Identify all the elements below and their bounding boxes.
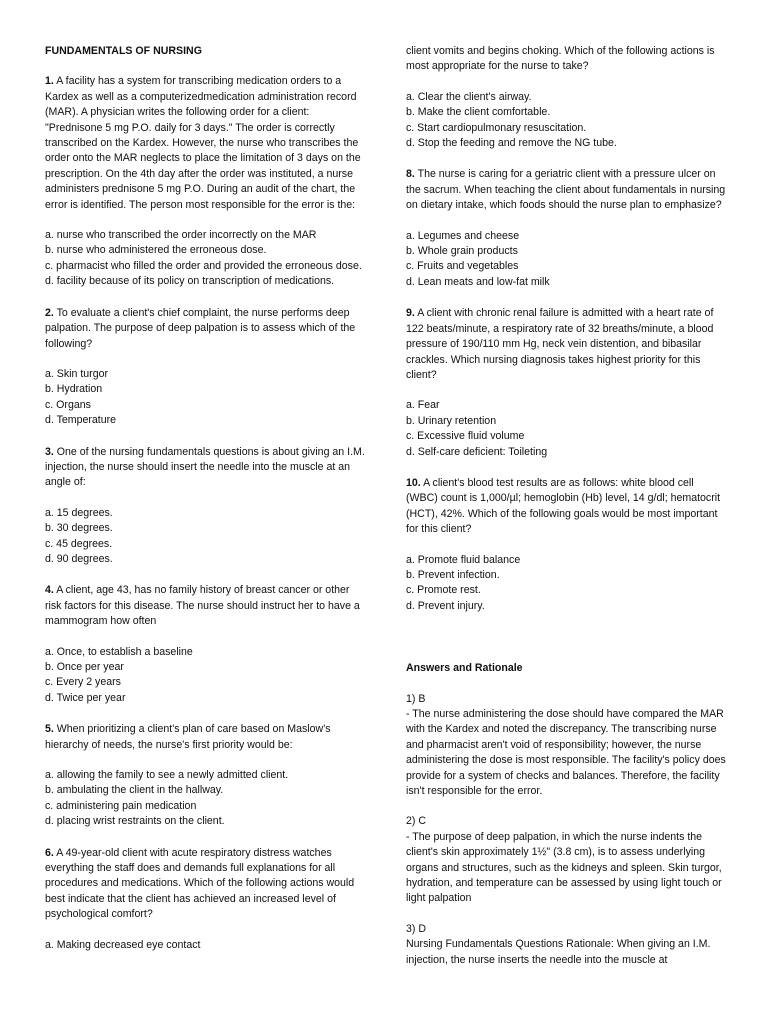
- question-text: [406, 306, 728, 383]
- option-a: a. Promote fluid balance: [406, 553, 521, 566]
- answers-heading: Answers and Rationale: [406, 662, 523, 675]
- question-8: [406, 167, 728, 290]
- answer-2: [406, 814, 728, 906]
- left-column: [45, 44, 365, 969]
- question-body: A client, age 43, has no family history of breast cancer or other risk factors for this disease. The nurse should instruct her to have a mammogram how often: [45, 584, 360, 628]
- answer-3: [406, 922, 728, 968]
- question-text: [45, 306, 365, 352]
- question-text: [406, 476, 728, 538]
- option-c: c. 45 degrees.: [45, 537, 113, 550]
- option-b: b. Make the client comfortable.: [406, 106, 551, 119]
- question-3: [45, 445, 365, 568]
- question-5: [45, 722, 365, 829]
- option-a: a. Fear: [406, 399, 440, 412]
- answer-options: [45, 645, 365, 707]
- option-d: d. 90 degrees.: [45, 552, 113, 565]
- answer-options: [45, 228, 365, 290]
- question-9: [406, 306, 728, 460]
- answer-options: [45, 938, 365, 953]
- option-a: a. 15 degrees.: [45, 506, 113, 519]
- option-c: c. Fruits and vegetables: [406, 260, 519, 273]
- option-b: b. 30 degrees.: [45, 522, 113, 535]
- question-1: [45, 74, 365, 289]
- option-c: c. Start cardiopulmonary resuscitation.: [406, 121, 587, 134]
- option-b: b. Whole grain products: [406, 245, 518, 258]
- option-b: b. Hydration: [45, 383, 103, 396]
- answer-options: [406, 398, 728, 460]
- option-c: c. administering pain medication: [45, 799, 197, 812]
- question-body: The nurse is caring for a geriatric client with a pressure ulcer on the sacrum. When teaching the client about fundamentals in nursing on dietary intake, which foods should the nurse plan to emphasize?: [406, 168, 726, 212]
- question-text: [45, 74, 365, 213]
- question-text: [45, 445, 365, 491]
- question-text: [45, 583, 365, 629]
- question-6: [45, 846, 365, 953]
- option-a: a. Skin turgor: [45, 367, 109, 380]
- option-c: c. Organs: [45, 398, 91, 411]
- option-a: a. Legumes and cheese: [406, 229, 520, 242]
- option-d: d. Temperature: [45, 414, 117, 427]
- option-a: a. Once, to establish a baseline: [45, 645, 193, 658]
- option-d: d. Twice per year: [45, 691, 126, 704]
- question-2: [45, 306, 365, 429]
- question-number: 3.: [45, 445, 54, 458]
- option-a: a. allowing the family to see a newly admitted client.: [45, 769, 289, 782]
- option-d: d. placing wrist restraints on the client.: [45, 815, 225, 828]
- question-number: 2.: [45, 306, 54, 319]
- question-body: A facility has a system for transcribing medication orders to a Kardex as well as a computerizedmedication administration record (MAR). A physician writes the following order for a client: "Prednisone 5 mg P.O. daily for 3 days." The order is correctly transcribed on the Kardex. However, the nurse who transcribes the order onto the MAR neglects to place the limitation of 3 days on the prescription. On the 4th day after the order was instituted, a nurse administers prednisone 5 mg P.O. During an audit of the chart, the error is identified. The person most responsible for the error is the:: [45, 75, 361, 211]
- option-c: c. Promote rest.: [406, 584, 481, 597]
- right-column: [406, 44, 728, 983]
- answer-rationale: - The purpose of deep palpation, in which the nurse indents the client's skin approximately 1½" (3.8 cm), is to assess underlying organs and structures, such as the kidneys and spleen. Skin turgor, hydration, and temperature can be assessed by using light touch or light palpation: [406, 830, 722, 905]
- option-b: b. Once per year: [45, 661, 124, 673]
- question-body: A 49-year-old client with acute respiratory distress watches everything the staff does and demands full explanations for all procedures and medications. Which of the following actions would best indicate that the client has achieved an increased level of psychological comfort?: [45, 846, 355, 921]
- answer-1: [406, 692, 728, 800]
- option-b: b. nurse who administered the erroneous dose.: [45, 244, 267, 257]
- question-number: 4.: [45, 584, 54, 597]
- question-body: When prioritizing a client's plan of care based on Maslow's hierarchy of needs, the nurse's first priority would be:: [45, 723, 331, 751]
- question-number: 8.: [406, 168, 415, 181]
- option-c: c. Every 2 years: [45, 676, 121, 689]
- question-text: [45, 722, 365, 753]
- question-4: [45, 583, 365, 706]
- answer-options: [406, 90, 728, 152]
- answer-options: [45, 768, 365, 830]
- option-c: c. Excessive fluid volume: [406, 430, 525, 443]
- answer-key: 1) B: [406, 692, 426, 705]
- option-c: c. pharmacist who filled the order and provided the erroneous dose.: [45, 259, 362, 272]
- option-b: b. ambulating the client in the hallway.: [45, 784, 224, 797]
- question-text: [45, 846, 365, 923]
- question-7-continuation: client vomits and begins choking. Which of the following actions is most appropriate for the nurse to take?: [406, 45, 715, 73]
- answer-options: [406, 229, 728, 291]
- question-10: [406, 476, 728, 614]
- question-number: 5.: [45, 723, 54, 736]
- option-a: a. Clear the client's airway.: [406, 90, 532, 103]
- question-text: [406, 167, 728, 213]
- answer-rationale: Nursing Fundamentals Questions Rationale: When giving an I.M. injection, the nurse inserts the needle into the muscle at: [406, 938, 711, 966]
- option-d: d. Prevent injury.: [406, 599, 485, 612]
- question-body: One of the nursing fundamentals questions is about giving an I.M. injection, the nurse should insert the needle into the muscle at an angle of:: [45, 445, 365, 489]
- answer-key: 3) D: [406, 922, 427, 935]
- question-body: A client with chronic renal failure is admitted with a heart rate of 122 beats/minute, a respiratory rate of 32 breaths/minute, a blood pressure of 190/110 mm Hg, neck vein distention, and bibasilar crackles. Which nursing diagnosis takes highest priority for this client?: [406, 307, 714, 381]
- question-body: A client's blood test results are as follows: white blood cell (WBC) count is 1,000/µl; hemoglobin (Hb) level, 14 g/dl; hematocrit (HCT), 42%. Which of the following goals would be most important for this client?: [406, 476, 721, 536]
- question-number: 6.: [45, 846, 54, 859]
- question-number: 1.: [45, 75, 54, 88]
- answer-options: [45, 367, 365, 429]
- option-a: a. Making decreased eye contact: [45, 938, 201, 951]
- answer-options: [406, 553, 728, 615]
- option-d: d. Lean meats and low-fat milk: [406, 275, 550, 288]
- option-d: d. Self-care deficient: Toileting: [406, 445, 548, 458]
- answer-rationale: - The nurse administering the dose should have compared the MAR with the Kardex and noted the discrepancy. The transcribing nurse and pharmacist aren't void of responsibility; however, the nurse administering the dose is most responsible. The facility's policy does provide for a system of checks and balances. Therefore, the facility isn't responsible for the error.: [406, 708, 726, 798]
- question-number: 10.: [406, 476, 421, 489]
- answer-key: 2) C: [406, 815, 427, 828]
- question-number: 9.: [406, 307, 415, 320]
- option-d: d. Stop the feeding and remove the NG tube.: [406, 137, 617, 150]
- document-title: FUNDAMENTALS OF NURSING: [45, 45, 202, 57]
- option-b: b. Prevent infection.: [406, 568, 500, 581]
- answer-options: [45, 506, 365, 568]
- option-d: d. facility because of its policy on transcription of medications.: [45, 275, 335, 288]
- option-a: a. nurse who transcribed the order incorrectly on the MAR: [45, 229, 317, 242]
- question-body: To evaluate a client's chief complaint, the nurse performs deep palpation. The purpose of deep palpation is to assess which of the following?: [45, 306, 356, 350]
- option-b: b. Urinary retention: [406, 414, 497, 427]
